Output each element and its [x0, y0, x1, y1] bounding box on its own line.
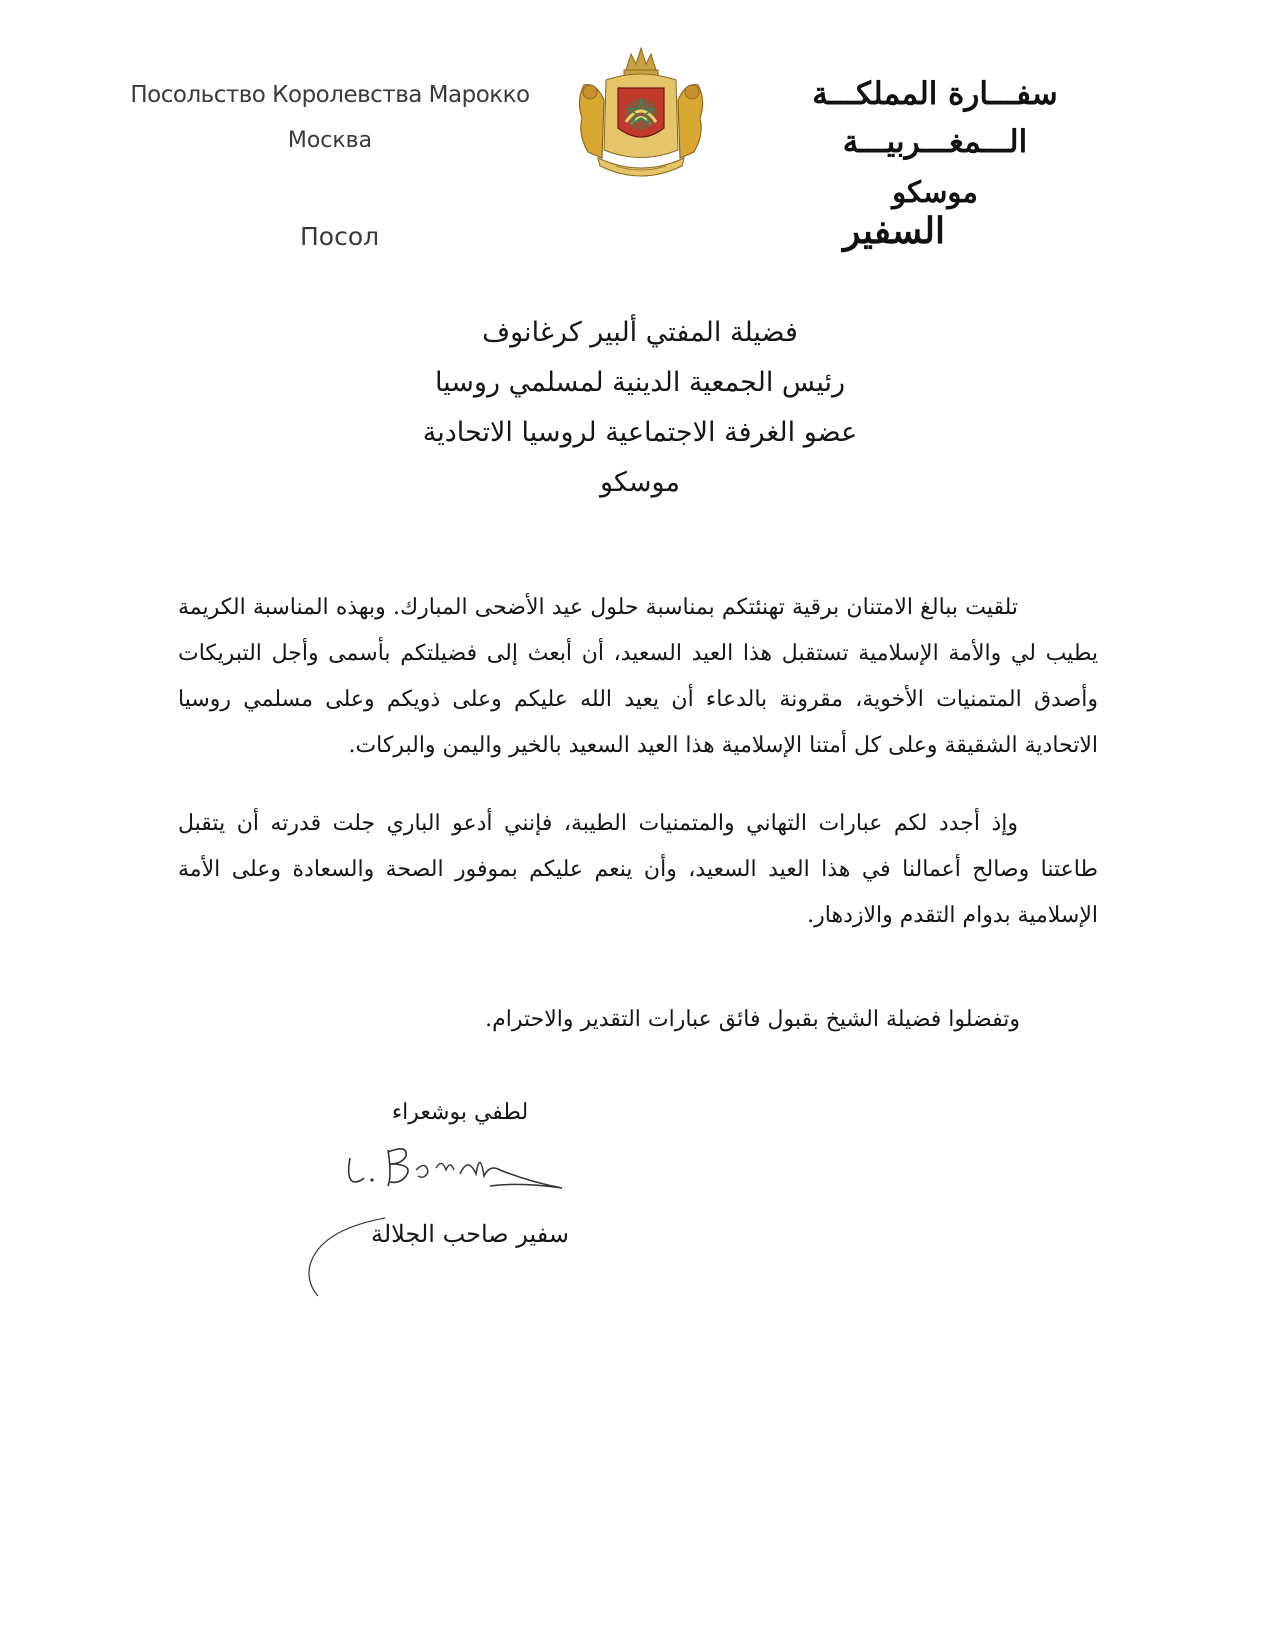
signature-flourish-icon: [300, 1210, 390, 1300]
recipient-name: فضيلة المفتي ألبير كرغانوف: [482, 317, 798, 348]
signature-block: [300, 1100, 620, 1300]
embassy-name-ru: Посольство Королевства Марокко: [130, 82, 530, 108]
letterhead-right: [735, 70, 1135, 214]
letterhead-left: [120, 80, 540, 156]
embassy-name-ar: سفـــارة المملكـــة الـــمغـــربيـــة: [812, 76, 1058, 160]
recipient-city: موسكو: [600, 467, 680, 498]
signatory-title: سفير صاحب الجلالة: [370, 1220, 570, 1248]
recipient-membership: عضو الغرفة الاجتماعية لروسيا الاتحادية: [422, 417, 858, 448]
ambassador-title-ru: Посол: [300, 222, 380, 251]
signatory-name: لطفي بوشعراء: [391, 1100, 529, 1125]
body-paragraph-2: وإذ أجدد لكم عبارات التهاني والمتمنيات الطيبة، فإنني أدعو الباري جلت قدرته أن يتقبل طاعتنا وصالح أعمالنا في هذا العيد السعيد، وأن ينعم عليكم بموفور الصحة والسعادة وعلى الأمة الإسلامية بدوام التقدم والازدهار.: [178, 811, 1098, 928]
city-ar: موسكو: [892, 175, 978, 209]
letter-body: [178, 585, 1098, 971]
recipient-block: [300, 308, 980, 508]
handwritten-signature-icon: [340, 1130, 570, 1210]
ambassador-title-ar: السفير: [842, 210, 945, 252]
closing-line: وتفضلوا فضيلة الشيخ بقبول فائق عبارات التقدير والاحترام.: [485, 1007, 1020, 1032]
body-paragraph-1: تلقيت ببالغ الامتنان برقية تهنئتكم بمناسبة حلول عيد الأضحى المبارك. وبهذه المناسبة الكريمة يطيب لي والأمة الإسلامية تستقبل هذا العيد السعيد، أن أبعث إلى فضيلتكم بأسمى وأجل التبريكات وأصدق المتمنيات الأخوية، مقرونة بالدعاء أن يعيد الله عليكم وعلى ذويكم وعلى مسلمي روسيا الاتحادية الشقيقة وعلى كل أمتنا الإسلامية هذا العيد السعيد بالخير واليمن والبركات.: [178, 595, 1098, 758]
moroccan-coat-of-arms-icon: [566, 40, 716, 190]
city-ru: Москва: [287, 128, 373, 153]
recipient-position: رئيس الجمعية الدينية لمسلمي روسيا: [434, 367, 846, 398]
